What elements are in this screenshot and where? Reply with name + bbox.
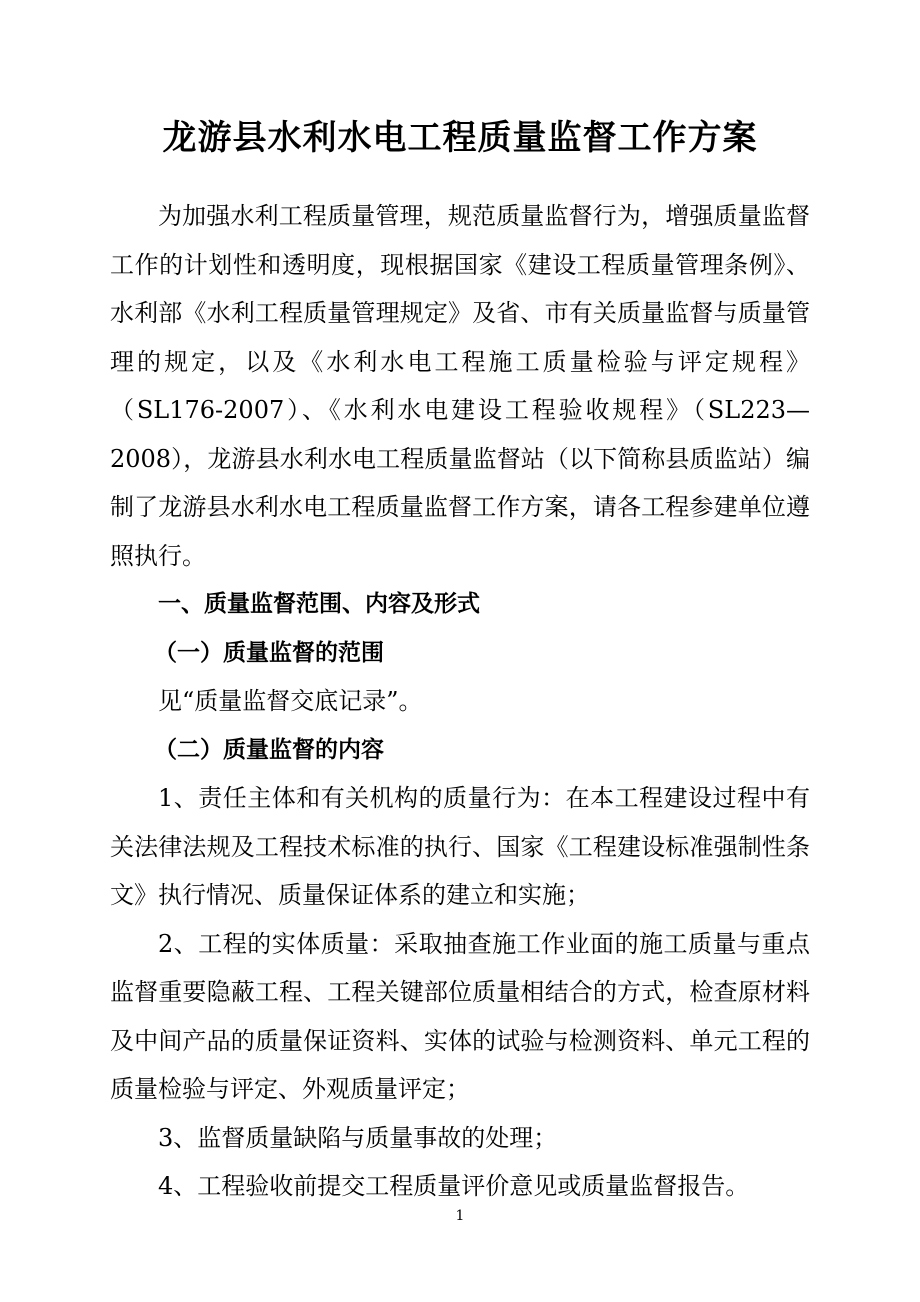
page-number: 1	[455, 1208, 465, 1224]
list-item: 4、工程验收前提交工程质量评价意见或质量监督报告。	[158, 1172, 750, 1200]
subsection-heading-scope: （一）质量监督的范围	[154, 639, 384, 666]
document-body	[110, 192, 810, 1211]
list-item: 3、监督质量缺陷与质量事故的处理；	[158, 1123, 558, 1152]
scope-paragraph: 见“质量监督交底记录”。	[158, 687, 423, 715]
subsection-heading-content: （二）质量监督的内容	[154, 736, 384, 763]
list-item: 2、工程的实体质量：采取抽查施工作业面的施工质量与重点监督重要隐蔽工程、工程关键部位质量相结合的方式，检查原材料及中间产品的质量保证资料、实体的试验与检测资料、单元工程的质量检验与评定、外观质量评定；	[110, 929, 810, 1103]
list-item: 1、责任主体和有关机构的质量行为：在本工程建设过程中有关法律法规及工程技术标准的执行、国家《工程建设标准强制性条文》执行情况、质量保证体系的建立和实施；	[110, 784, 810, 909]
section-heading: 一、质量监督范围、内容及形式	[158, 591, 480, 617]
intro-paragraph: 为加强水利工程质量管理，规范质量监督行为，增强质量监督工作的计划性和透明度，现根据国家《建设工程质量管理条例》、水利部《水利工程质量管理规定》及省、市有关质量监督与质量管理的规定，以及《水利水电工程施工质量检验与评定规程》（SL176-2007）、《水利水电建设工程验收规程》（SL223—2008），龙游县水利水电工程质量监督站（以下简称县质监站）编制了龙游县水利水电工程质量监督工作方案，请各工程参建单位遵照执行。	[110, 202, 810, 570]
document-title: 龙游县水利水电工程质量监督工作方案	[162, 118, 758, 158]
